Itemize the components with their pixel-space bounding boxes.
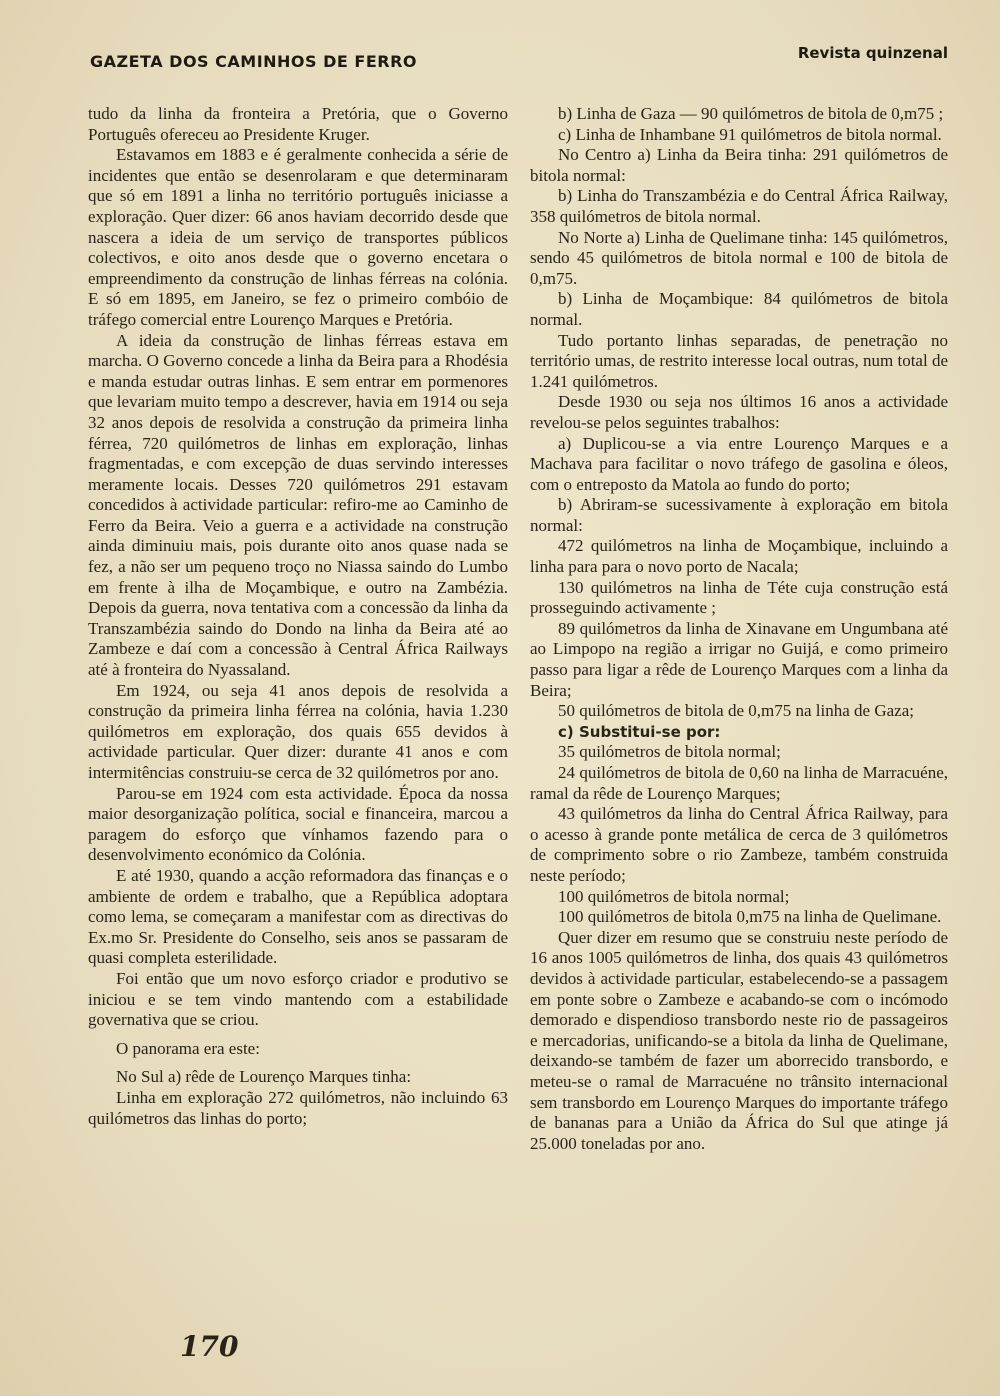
paragraph: 24 quilómetros de bitola de 0,60 na linha de Marracuéne, ramal da rêde de Lourenço Marques; bbox=[530, 763, 948, 803]
paragraph: 50 quilómetros de bitola de 0,m75 na linha de Gaza; bbox=[558, 701, 914, 721]
paragraph: No Norte a) Linha de Quelimane tinha: 145 quilómetros, sendo 45 quilómetros de bitola normal e 100 de bitola de 0,m75. bbox=[530, 227, 948, 288]
paragraph: Quer dizer em resumo que se construiu neste período de 16 anos 1005 quilómetros de linha, dos quais 43 quilómetros devidos à actividade particular, estabelecendo-se a passagem em ponte sobre o Zambeze e acabando-se com o incómodo demorado e dispendioso transbordo neste rio de passageiros e mercadorias, unificando-se a bitola da linha de Quelimane, deixando-se também de fazer um aborrecido transbordo, e meteu-se o ramal de Marracuéne no trânsito internacional sem transbordo em Lourenço Marques do importante tráfego de bananas para a União da África do Sul que atinge já 25.000 toneladas por ano. bbox=[530, 927, 948, 1153]
paragraph: Desde 1930 ou seja nos últimos 16 anos a actividade revelou-se pelos seguintes trabalhos: bbox=[530, 392, 948, 432]
paragraph: A ideia da construção de linhas férreas estava em marcha. O Governo concede a linha da Beira para a Rhodésia e manda estudar outras linhas. E sem entrar em pormenores que levariam muito tempo a descrever, havia em 1914 ou seja 32 anos depois de resolvida a construção da primeira linha férrea, 720 quilómetros de linhas em exploração, linhas fragmentadas, e com excepção de duas servindo interesses meramente locais. Desses 720 quilómetros 291 estavam concedidos à actividade particular: refiro-me ao Caminho de Ferro da Beira. Veio a guerra e a actividade na construção ainda diminuiu mais, pois durante oito anos quase nada se fez, a não ser um pequeno troço no Niassa saindo do Lumbo em frente à ilha de Moçambique, e outro na Zambézia. Depois da guerra, nova tentativa com a concessão da linha da Transzambézia saindo do Dondo na linha da Beira até ao Zambeze e daí com a concessão à Central África Railways até à fronteira do Nyassaland. bbox=[88, 330, 508, 680]
paragraph: Em 1924, ou seja 41 anos depois de resolvida a construção da primeira linha férrea na colónia, havia 1.230 quilómetros em exploração, dos quais 655 devidos à actividade particular. Quer dizer: durante 41 anos e com intermitências construiu-se cerca de 32 quilómetros por ano. bbox=[88, 680, 508, 782]
paragraph: b) Abriram-se sucessivamente à exploração em bitola normal: bbox=[530, 495, 948, 535]
paragraph: Linha em exploração 272 quilómetros, não incluindo 63 quilómetros das linhas do porto; bbox=[88, 1087, 508, 1128]
paragraph: b) Linha de Moçambique: 84 quilómetros de bitola normal. bbox=[530, 289, 948, 329]
paragraph: Estavamos em 1883 e é geralmente conhecida a série de incidentes que então se desenrolaram e que determinaram que só em 1891 a linha no território português iniciasse a exploração. Quer dizer: 66 anos haviam decorrido desde que nascera a ideia de um serviço de transportes públicos colectivos, e oito anos desde que o governo encetara o empreendimento da construção de linhas férreas na colónia. E só em 1895, em Janeiro, se fez o primeiro combóio de tráfego comercial entre Lourenço Marques e Pretória. bbox=[88, 145, 508, 329]
page-number: 170 bbox=[180, 1330, 239, 1363]
paragraph: O panorama era este: bbox=[116, 1038, 260, 1058]
paragraph: 35 quilómetros de bitola normal; bbox=[558, 742, 781, 762]
paragraph: c) Linha de Inhambane 91 quilómetros de bitola normal. bbox=[558, 124, 942, 144]
paragraph: 89 quilómetros da linha de Xinavane em Ungumbana até ao Limpopo na região a irrigar no Guijá, e como primeiro passo para ligar a rêde de Lourenço Marques com a linha da Beira; bbox=[530, 618, 948, 700]
left-column bbox=[88, 104, 508, 1129]
right-column bbox=[530, 104, 948, 1154]
paragraph: 43 quilómetros da linha do Central África Railway, para o acesso à grande ponte metálica de cerca de 3 quilómetros de comprimento sobre o rio Zambeze, também construida neste período; bbox=[530, 804, 948, 885]
journal-subtitle: Revista quinzenal bbox=[797, 44, 948, 62]
paragraph: No Sul a) rêde de Lourenço Marques tinha: bbox=[116, 1067, 412, 1087]
journal-title: GAZETA DOS CAMINHOS DE FERRO bbox=[90, 52, 418, 71]
paragraph: a) Duplicou-se a via entre Lourenço Marques e a Machava para facilitar o novo tráfego de gasolina e óleos, com o entreposto da Matola ao fundo do porto; bbox=[530, 433, 948, 494]
section-heading: c) Substitui-se por: bbox=[558, 722, 721, 741]
paragraph: Parou-se em 1924 com esta actividade. Época da nossa maior desorganização política, social e financeira, marcou a paragem do esforço que vínhamos fazendo para o desenvolvimento económico da Colónia. bbox=[88, 783, 508, 865]
paragraph: Foi então que um novo esforço criador e produtivo se iniciou e se tem vindo mantendo com a estabilidade governativa que se criou. bbox=[88, 968, 508, 1030]
paragraph: 472 quilómetros na linha de Moçambique, incluindo a linha para para o novo porto de Nacala; bbox=[530, 536, 948, 577]
paragraph: 100 quilómetros de bitola 0,m75 na linha de Quelimane. bbox=[558, 907, 942, 927]
paragraph: tudo da linha da fronteira a Pretória, que o Governo Português ofereceu ao Presidente Kruger. bbox=[88, 104, 508, 144]
paragraph: No Centro a) Linha da Beira tinha: 291 quilómetros de bitola normal: bbox=[530, 145, 948, 185]
paragraph: b) Linha do Transzambézia e do Central África Railway, 358 quilómetros de bitola normal. bbox=[530, 186, 948, 226]
paragraph: 130 quilómetros na linha de Téte cuja construção está prosseguindo activamente ; bbox=[530, 577, 948, 618]
paragraph: Tudo portanto linhas separadas, de penetração no território umas, de restrito interesse local outras, num total de 1.241 quilómetros. bbox=[530, 330, 948, 391]
paragraph: 100 quilómetros de bitola normal; bbox=[558, 886, 790, 906]
paragraph: E até 1930, quando a acção reformadora das finanças e o ambiente de ordem e trabalho, que a República adoptara como lema, se começaram a manifestar com as directivas do Ex.mo Sr. Presidente do Conselho, seis anos se passaram de quasi completa esterilidade. bbox=[88, 865, 508, 968]
paragraph: b) Linha de Gaza — 90 quilómetros de bitola de 0,m75 ; bbox=[558, 104, 944, 123]
